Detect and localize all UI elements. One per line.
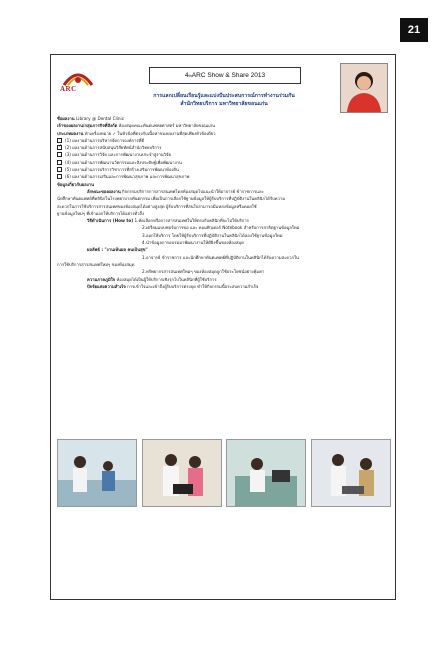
arc-logo-icon <box>58 63 98 103</box>
checklist-item: (6) ผลงานด้านการเสริมและการพัฒนาสุขภาพ และการพัฒนาสุขภาพ <box>57 173 391 180</box>
checklist-item: (1) ผลงานด้านการบริหารจัดการองค์การที่ดี <box>57 137 391 144</box>
pride-line: ความภาคภูมิใจ ห้องสมุดได้เป็นผู้ให้บริการเชิงรุกไปในคลินิกที่ผู้ใช้บริการ <box>87 276 217 282</box>
type-line: ประเภทผลงาน ทำเครื่องหมาย ✓ ในหัวข้อที่ตรงกับเนื้อหาของผลงานที่สุดเพียงหัวข้อเดียว <box>57 130 216 136</box>
checklist-item: ✓(2) ผลงานด้านการสนับสนุนวิสัยทัศน์สำนักวิทยบริการ <box>57 144 391 151</box>
document-sheet <box>50 54 396 600</box>
method-step: 2.เตรียมแบบฟอร์มการขอ และ คอมพิวเตอร์ Notebook สำหรับการสาธิตฐานข้อมูลใหม่ <box>142 225 300 231</box>
results-line: การใช้บริการสารสนเทศใหม่ๆ ของห้องสมุด <box>57 261 135 267</box>
event-title: 4 th ARC Show & Share 2013 <box>149 67 301 84</box>
results-line: 1.อาจารย์ ข้าราชการ และนักศึกษาทันตแพทย์ที่ปฏิบัติงานในคลินิกได้รับความสะดวกใน <box>142 254 299 260</box>
method-step: 4.นำข้อมูลการอบรมมาพัฒนางานให้ดียิ่งขึ้นของห้องสมุด <box>142 240 244 246</box>
headline: การแลกเปลี่ยนเรียนรู้และแบ่งปันประสบการณ์การทำงานร่วมกัน สำนักวิทยบริการ มหาวิทยาลัยขอนแก่น <box>153 93 295 107</box>
details-heading: ข้อมูลเกี่ยวกับผลงาน <box>57 181 94 187</box>
checklist-item: (3) ผลงานด้านการวิจัย และการพัฒนางานประจำสู่งานวิจัย <box>57 151 391 158</box>
checkbox-icon <box>57 152 62 157</box>
checklist-item: (5) ผลงานด้านการบริการวิชาการที่สร้างเสริมการพัฒนาท้องถิ่น <box>57 166 391 173</box>
method-step: 3.ออกให้บริการ โดยให้ผู้รับบริการที่ปฏิบัติงานในคลินิกได้ลองใช้ฐานข้อมูลใหม่ <box>142 232 283 238</box>
logo-text: ARC <box>60 85 77 93</box>
work-title-line: ชื่อผลงาน Library @ Dental Clinic <box>57 116 124 121</box>
activity-photos <box>57 439 391 505</box>
checkbox-icon <box>57 138 62 143</box>
results-heading: ผลลัพธ์ : "งานเห็นผล คนเป็นสุข" <box>87 247 148 253</box>
details-line: นักศึกษาทันตแพทย์ที่คลินิกในโรงพยาบาลทันตกรรม เพื่อเป็นการเลือกใช้ฐานข้อมูลให้ผู้รับบริการที่ปฏิบัติงานในคลินิกได้รับความ <box>57 196 286 202</box>
checkbox-checked-icon <box>57 145 62 150</box>
checkbox-icon <box>57 167 62 172</box>
document-body <box>57 115 391 290</box>
details-line: ลักษณะของผลงาน กิจกรรมบริการการสารสนเทศโดยห้องสมุดไปแนะนำให้อาจารย์ ข้าราชการและ <box>87 188 264 194</box>
checkbox-icon <box>57 160 62 165</box>
page-number-badge: 21 <box>400 18 428 42</box>
results-line: 2.ทรัพยากรสารสนเทศใหม่ๆ ของห้องสมุดถูกใช้ประโยชน์อย่างคุ้มค่า <box>142 269 265 275</box>
checkbox-icon <box>57 174 62 179</box>
success-line: ปัจจัยแห่งความสำเร็จ การเข้าใจและเข้าถึงผู้รับบริการตรงจุด ทำให้กิจกรรมนี้ประสบความสำเร็จ <box>87 283 259 289</box>
method-step: วิธีดำเนินการ (How to) 1.คัดเลือกหรือการสารสนเทศในให้ตรงกับคลินิกที่จะไปให้บริการ <box>87 218 249 224</box>
checklist-item: (4) ผลงานด้านการพัฒนานวัตกรรมและสิ่งประดิษฐ์เพื่อพัฒนางาน <box>57 159 391 166</box>
activity-photo <box>142 439 222 507</box>
details-line: สะดวกในการใช้บริการสารสนเทศของห้องสมุดได้อย่างสูงสุด ผู้รับบริการที่สนใจสามารถมีแหล่งข้อมูลหรือคอยใช้ <box>57 203 257 209</box>
activity-photo <box>311 439 391 507</box>
details-line: ฐานข้อมูลใหม่ๆ ที่เข้าออกให้บริการได้อย่างทั่วถึง <box>57 210 145 216</box>
activity-photo <box>226 439 306 507</box>
activity-photo <box>57 439 137 507</box>
presenter-photo <box>340 63 388 113</box>
owner-line: เจ้าของผลงาน/กลุ่มภารกิจที่สังกัด ห้องสมุดคณะทันตแพทยศาสตร์ มหาวิทยาลัยขอนแก่น <box>57 123 215 129</box>
